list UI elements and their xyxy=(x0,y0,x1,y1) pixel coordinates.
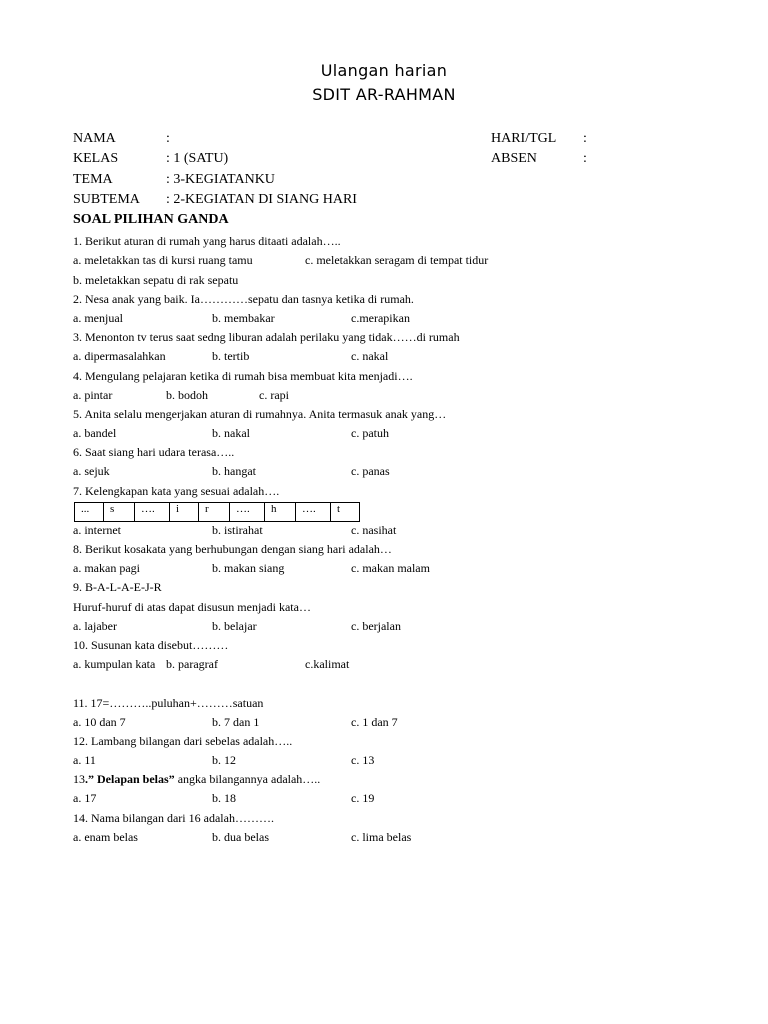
absen-label: ABSEN xyxy=(491,151,537,166)
q10-option-c: c.kalimat xyxy=(305,657,350,671)
q12-option-c: c. 13 xyxy=(351,753,375,767)
q4-option-c: c. rapi xyxy=(259,388,289,402)
worksheet-title: Ulangan harian xyxy=(320,61,448,80)
question-2: 2. Nesa anak yang baik. Ia…………sepatu dan tasnya ketika di rumah. xyxy=(73,292,414,306)
q9-option-a: a. lajaber xyxy=(73,619,117,633)
q6-option-b: b. hangat xyxy=(212,464,256,478)
q10-option-a: a. kumpulan kata xyxy=(73,657,156,671)
letter-cell: r xyxy=(199,503,230,522)
letter-cell: h xyxy=(265,503,296,522)
q6-option-c: c. panas xyxy=(351,464,390,478)
q1-option-c: c. meletakkan seragam di tempat tidur xyxy=(305,253,489,267)
q8-option-c: c. makan malam xyxy=(351,561,430,575)
q13-option-a: a. 17 xyxy=(73,791,97,805)
hari-tgl-label: HARI/TGL xyxy=(491,131,557,146)
question-1: 1. Berikut aturan di rumah yang harus ditaati adalah….. xyxy=(73,234,341,248)
question-12: 12. Lambang bilangan dari sebelas adalah….. xyxy=(73,734,293,748)
nama-label: NAMA xyxy=(73,131,116,146)
q4-option-a: a. pintar xyxy=(73,388,113,402)
q5-option-b: b. nakal xyxy=(212,426,250,440)
kelas-value: : 1 (SATU) xyxy=(166,151,229,166)
q10-option-b: b. paragraf xyxy=(166,657,218,671)
question-7: 7. Kelengkapan kata yang sesuai adalah…. xyxy=(73,484,280,498)
letter-blank-table xyxy=(74,502,360,522)
question-13-rest: angka bilangannya adalah….. xyxy=(174,772,321,786)
q12-option-a: a. 11 xyxy=(73,753,96,767)
q8-option-b: b. makan siang xyxy=(212,561,285,575)
q3-option-c: c. nakal xyxy=(351,349,389,363)
letter-cell: …. xyxy=(135,503,170,522)
q11-option-a: a. 10 dan 7 xyxy=(73,715,126,729)
question-3: 3. Menonton tv terus saat sedng liburan adalah perilaku yang tidak……di rumah xyxy=(73,330,460,344)
q14-option-a: a. enam belas xyxy=(73,830,138,844)
kelas-label: KELAS xyxy=(73,151,119,166)
question-9-instruction: Huruf-huruf di atas dapat disusun menjadi kata… xyxy=(73,600,311,614)
question-9: 9. B-A-L-A-E-J-R xyxy=(73,580,162,594)
question-13-bold-phrase: .” Delapan belas” xyxy=(85,772,175,786)
question-6: 6. Saat siang hari udara terasa….. xyxy=(73,445,235,459)
q12-option-b: b. 12 xyxy=(212,753,236,767)
q5-option-c: c. patuh xyxy=(351,426,389,440)
hari-tgl-colon: : xyxy=(583,131,587,146)
tema-value: : 3-KEGIATANKU xyxy=(166,172,275,187)
q9-option-c: c. berjalan xyxy=(351,619,401,633)
q14-option-c: c. lima belas xyxy=(351,830,412,844)
q6-option-a: a. sejuk xyxy=(73,464,110,478)
question-10: 10. Susunan kata disebut……… xyxy=(73,638,229,652)
question-14: 14. Nama bilangan dari 16 adalah………. xyxy=(73,811,274,825)
q2-option-b: b. membakar xyxy=(212,311,275,325)
nama-colon: : xyxy=(166,131,170,146)
letter-cell: ... xyxy=(75,503,104,522)
question-11: 11. 17=………..puluhan+………satuan xyxy=(73,696,264,710)
q3-option-b: b. tertib xyxy=(212,349,250,363)
letter-cell: i xyxy=(170,503,199,522)
q1-option-b: b. meletakkan sepatu di rak sepatu xyxy=(73,273,239,287)
school-name: SDIT AR-RAHMAN xyxy=(312,85,456,104)
q7-option-a: a. internet xyxy=(73,523,121,537)
absen-colon: : xyxy=(583,151,587,166)
subtema-label: SUBTEMA xyxy=(73,192,140,207)
q7-option-c: c. nasihat xyxy=(351,523,397,537)
q14-option-b: b. dua belas xyxy=(212,830,269,844)
q13-option-c: c. 19 xyxy=(351,791,375,805)
q8-option-a: a. makan pagi xyxy=(73,561,140,575)
q11-option-b: b. 7 dan 1 xyxy=(212,715,260,729)
question-13 xyxy=(73,772,320,786)
q3-option-a: a. dipermasalahkan xyxy=(73,349,166,363)
q13-option-b: b. 18 xyxy=(212,791,236,805)
q5-option-a: a. bandel xyxy=(73,426,117,440)
question-13-number: 13 xyxy=(73,772,85,786)
question-5: 5. Anita selalu mengerjakan aturan di rumahnya. Anita termasuk anak yang… xyxy=(73,407,447,421)
q7-option-b: b. istirahat xyxy=(212,523,263,537)
question-8: 8. Berikut kosakata yang berhubungan dengan siang hari adalah… xyxy=(73,542,392,556)
q9-option-b: b. belajar xyxy=(212,619,257,633)
q11-option-c: c. 1 dan 7 xyxy=(351,715,398,729)
q1-option-a: a. meletakkan tas di kursi ruang tamu xyxy=(73,253,253,267)
q2-option-c: c.merapikan xyxy=(351,311,410,325)
subtema-value: : 2-KEGIATAN DI SIANG HARI xyxy=(166,192,357,207)
letter-cell: s xyxy=(104,503,135,522)
letter-cell: t xyxy=(331,503,360,522)
tema-label: TEMA xyxy=(73,172,113,187)
q2-option-a: a. menjual xyxy=(73,311,123,325)
q4-option-b: b. bodoh xyxy=(166,388,208,402)
section-title: SOAL PILIHAN GANDA xyxy=(73,212,229,227)
letter-cell: …. xyxy=(296,503,331,522)
question-4: 4. Mengulang pelajaran ketika di rumah bisa membuat kita menjadi…. xyxy=(73,369,413,383)
letter-cell: …. xyxy=(230,503,265,522)
